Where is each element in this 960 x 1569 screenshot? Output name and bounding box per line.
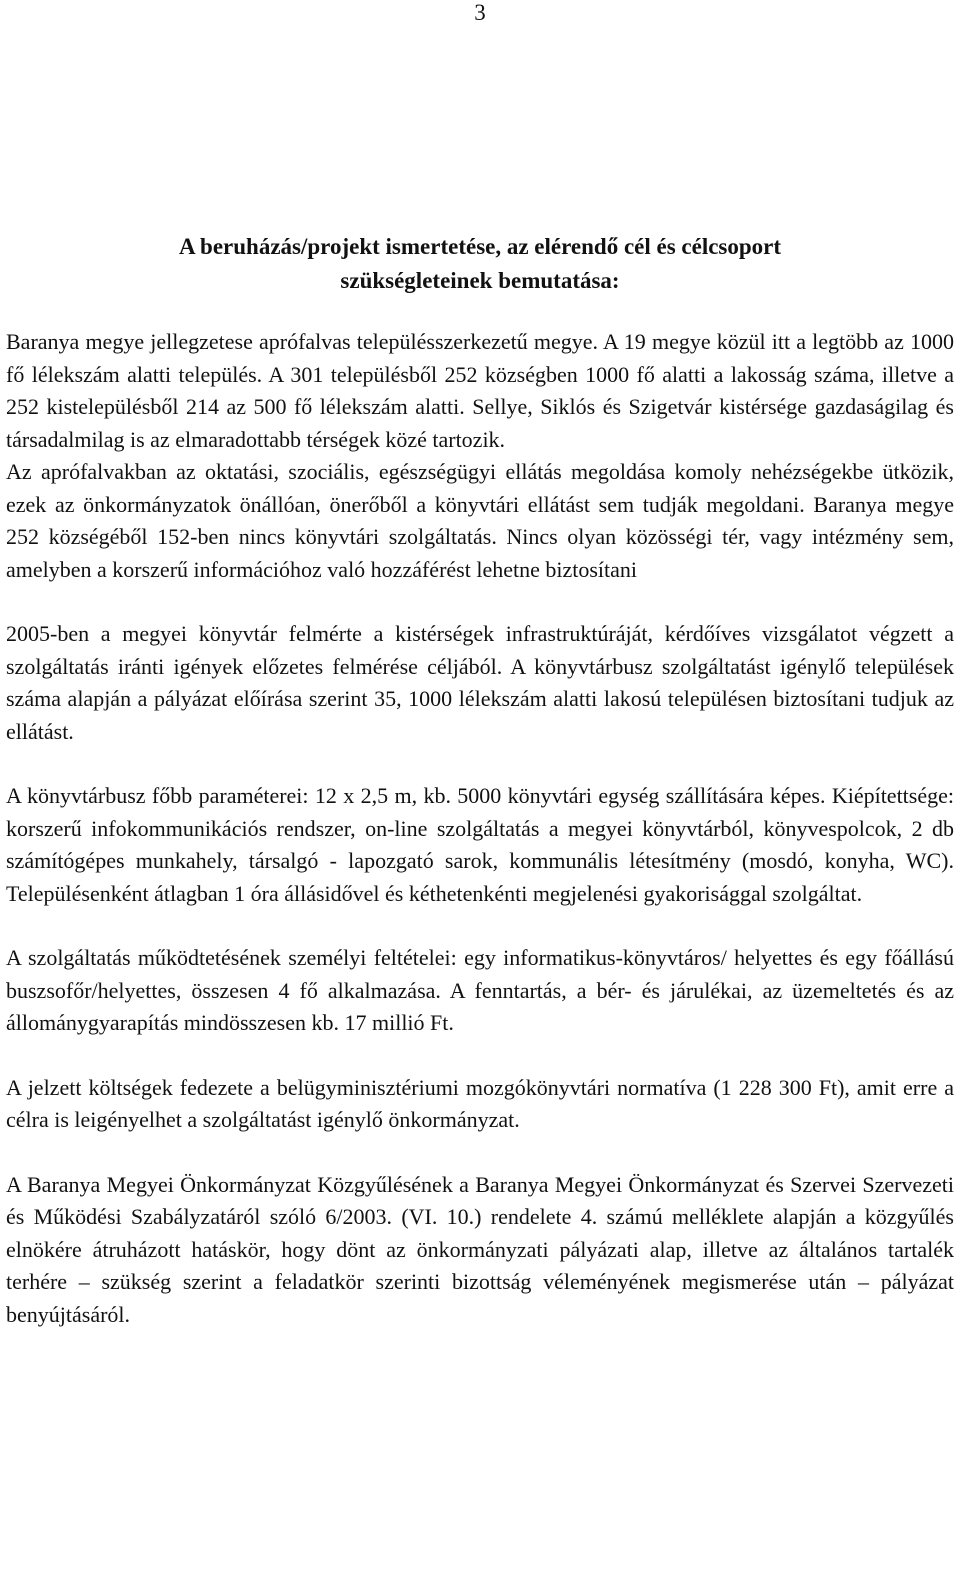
paragraph-bus-parameters: A könyvtárbusz főbb paraméterei: 12 x 2,5 m, kb. 5000 könyvtári egység szállítására képes. Kiépítettsége: korszerű infokommunikációs rendszer, on-line szolgáltatás a megyei könyvtárból, könyvespolcok, 2 db számítógépes munkahely, társalgó - lapozgató sarok, kommunális létesítmény (mosdó, konyha, WC). Településenként átlagban 1 óra állásidővel és kéthetenkénti megjelenési gyakorisággal szolgáltat. [6,783,954,906]
paragraph-library-survey: 2005-ben a megyei könyvtár felmérte a kistérségek infrastruktúráját, kérdőíves vizsgálatot végzett a szolgáltatás iránti igények előzetes felmérése céljából. A könyvtárbusz szolgáltatást igénylő települések száma alapján a pályázat előírása szerint 35, 1000 lélekszám alatti lakosú településen biztosítani tudjuk az ellátást. [6,621,954,744]
section-heading-line-1: A beruházás/projekt ismertetése, az elérendő cél és célcsoport [178,234,782,259]
paragraph-staffing: A szolgáltatás működtetésének személyi feltételei: egy informatikus-könyvtáros/ helyettes és egy főállású buszsofőr/helyettes, összesen 4 fő alkalmazása. A fenntartás, a bér- és járulékai, az üzemeltetés és az állománygyarapítás mindösszesen kb. 17 millió Ft. [6,945,954,1035]
section-heading-line-2: szükségleteinek bemutatása: [340,268,620,293]
document-body [6,326,954,1331]
paragraph-settlement-structure: Baranya megye jellegzetese aprófalvas településszerkezetű megye. A 19 megye közül itt a legtöbb az 1000 fő lélekszám alatti település. A 301 településből 252 községben 1000 fő alatti a lakosság száma, illetve a 252 kistelepülésből 214 az 500 fő lélekszám alatti. Sellye, Siklós és Szigetvár kistérsége gazdaságilag és társadalmilag is az elmaradottabb térségek közé tartozik. [6,329,954,452]
paragraph-small-villages: Az aprófalvakban az oktatási, szociális, egészségügyi ellátás megoldása komoly nehézségekbe ütközik, ezek az önkormányzatok önállóan, önerőből a könyvtári ellátást sem tudják megoldani. Baranya megye 252 községéből 152-ben nincs könyvtári szolgáltatás. Nincs olyan közösségi tér, vagy intézmény sem, amelyben a korszerű információhoz való hozzáférést lehetne biztosítani [6,459,954,582]
section-heading [80,230,880,298]
page-number: 3 [474,0,486,25]
paragraph-authority: A Baranya Megyei Önkormányzat Közgyűlésének a Baranya Megyei Önkormányzat és Szervei Szervezeti és Működési Szabályzatáról szóló 6/2003. (VI. 10.) rendelete 4. számú melléklete alapján a közgyűlés elnökére átruházott hatáskör, hogy dönt az önkormányzati pályázati alap, illetve az általános tartalék terhére – szükség szerint a feladatkör szerinti bizottság véleményének megismerése után – pályázat benyújtásáról. [6,1171,954,1327]
paragraph-funding: A jelzett költségek fedezete a belügyminisztériumi mozgókönyvtári normatíva (1 228 300 Ft), amit erre a célra is leigényelhet a szolgáltatást igénylő önkormányzat. [6,1074,954,1132]
